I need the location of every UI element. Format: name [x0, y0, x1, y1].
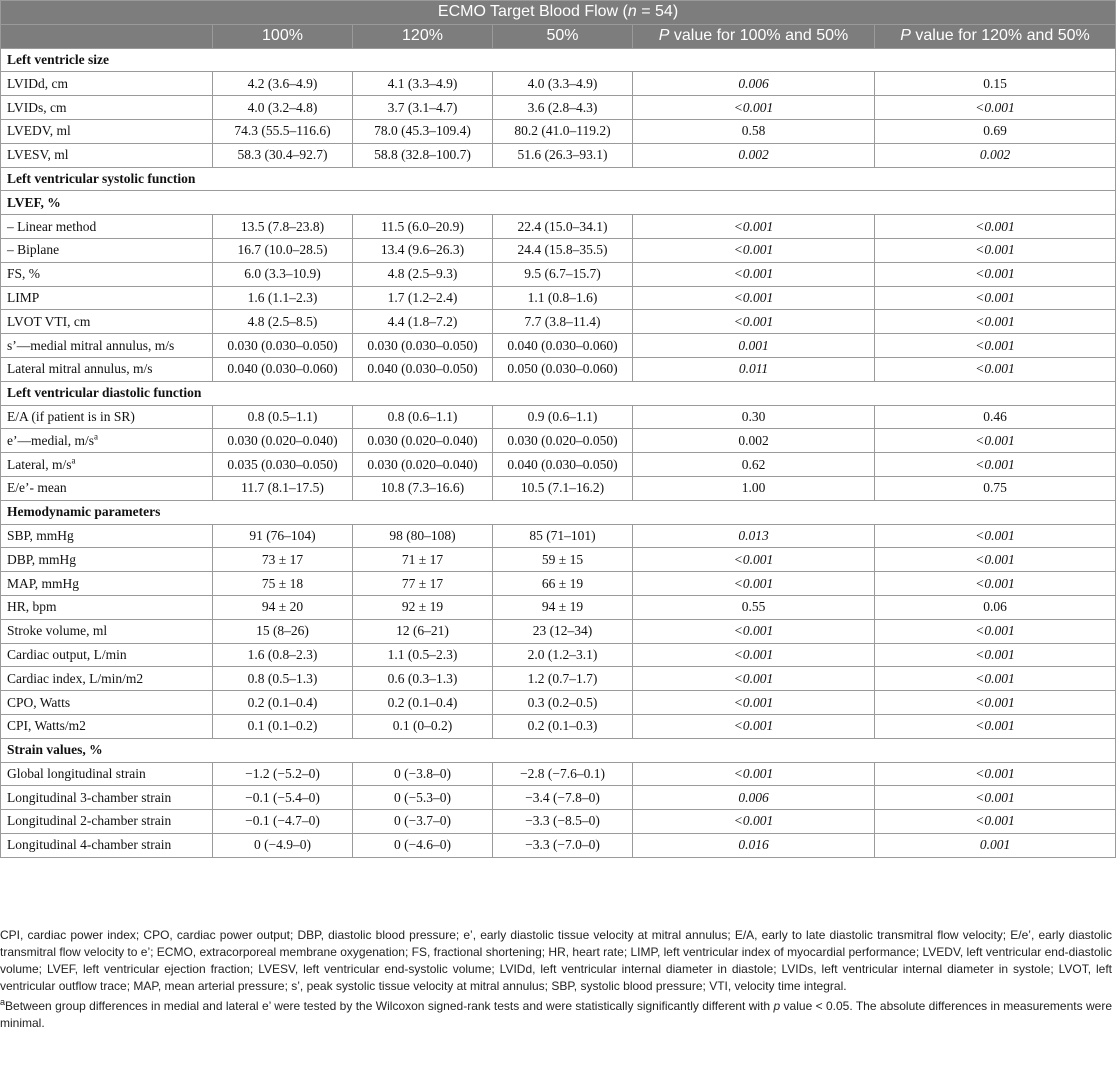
- value-100: 0.030 (0.020–0.040): [213, 429, 353, 453]
- table-row: [1, 810, 1116, 834]
- value-100: 0 (−4.9–0): [213, 833, 353, 857]
- value-50: 80.2 (41.0–119.2): [493, 119, 633, 143]
- table-row: [1, 429, 1116, 453]
- value-50: 59 ± 15: [493, 548, 633, 572]
- p-value-100-vs-50: 0.58: [633, 119, 875, 143]
- row-label: LVIDd, cm: [1, 72, 213, 96]
- table-row: [1, 119, 1116, 143]
- p-value-100-vs-50: <0.001: [633, 643, 875, 667]
- value-100: 13.5 (7.8–23.8): [213, 215, 353, 239]
- value-50: 0.2 (0.1–0.3): [493, 714, 633, 738]
- value-100: −1.2 (−5.2–0): [213, 762, 353, 786]
- value-120: 0.6 (0.3–1.3): [353, 667, 493, 691]
- row-label: – Linear method: [1, 215, 213, 239]
- column-header: 50%: [493, 24, 633, 48]
- value-100: 58.3 (30.4–92.7): [213, 143, 353, 167]
- value-50: −3.4 (−7.8–0): [493, 786, 633, 810]
- p-value-120-vs-50: <0.001: [875, 524, 1116, 548]
- row-label: Longitudinal 2-chamber strain: [1, 810, 213, 834]
- value-100: 74.3 (55.5–116.6): [213, 119, 353, 143]
- row-label: Lateral mitral annulus, m/s: [1, 357, 213, 381]
- column-header: [1, 24, 213, 48]
- value-120: 98 (80–108): [353, 524, 493, 548]
- table-row: [1, 762, 1116, 786]
- value-120: 92 ± 19: [353, 595, 493, 619]
- significance-footnote: $^a$Between group differences in medial and lateral e’ were tested by the Wilcoxon signed-rank tests and were statistically significantly different with p value < 0.05. The absolute differences in measurements were minimal.: [0, 997, 1112, 1030]
- section-row: [1, 500, 1116, 524]
- value-100: 0.8 (0.5–1.3): [213, 667, 353, 691]
- value-100: 4.8 (2.5–8.5): [213, 310, 353, 334]
- value-100: 11.7 (8.1–17.5): [213, 476, 353, 500]
- p-value-120-vs-50: <0.001: [875, 286, 1116, 310]
- p-value-100-vs-50: <0.001: [633, 286, 875, 310]
- p-value-100-vs-50: 0.006: [633, 72, 875, 96]
- value-100: 91 (76–104): [213, 524, 353, 548]
- value-50: 4.0 (3.3–4.9): [493, 72, 633, 96]
- table-row: [1, 619, 1116, 643]
- table-row: [1, 786, 1116, 810]
- value-50: 1.2 (0.7–1.7): [493, 667, 633, 691]
- value-50: 0.040 (0.030–0.050): [493, 453, 633, 477]
- value-50: 9.5 (6.7–15.7): [493, 262, 633, 286]
- value-100: 1.6 (0.8–2.3): [213, 643, 353, 667]
- table-title-row: [1, 1, 1116, 25]
- row-label: LVEDV, ml: [1, 119, 213, 143]
- value-100: 75 ± 18: [213, 572, 353, 596]
- table-row: [1, 833, 1116, 857]
- value-120: 0.030 (0.020–0.040): [353, 429, 493, 453]
- value-120: 0 (−3.8–0): [353, 762, 493, 786]
- value-120: 11.5 (6.0–20.9): [353, 215, 493, 239]
- p-value-120-vs-50: <0.001: [875, 691, 1116, 715]
- table-row: [1, 643, 1116, 667]
- section-row: [1, 191, 1116, 215]
- value-100: −0.1 (−5.4–0): [213, 786, 353, 810]
- p-value-100-vs-50: <0.001: [633, 714, 875, 738]
- p-value-120-vs-50: <0.001: [875, 453, 1116, 477]
- p-value-100-vs-50: <0.001: [633, 215, 875, 239]
- row-label: – Biplane: [1, 238, 213, 262]
- p-value-120-vs-50: <0.001: [875, 215, 1116, 239]
- table-row: [1, 476, 1116, 500]
- p-value-100-vs-50: 0.30: [633, 405, 875, 429]
- table-row: [1, 405, 1116, 429]
- value-120: 12 (6–21): [353, 619, 493, 643]
- table-row: [1, 215, 1116, 239]
- p-value-120-vs-50: <0.001: [875, 714, 1116, 738]
- value-120: 0 (−5.3–0): [353, 786, 493, 810]
- value-100: 0.8 (0.5–1.1): [213, 405, 353, 429]
- value-100: 0.2 (0.1–0.4): [213, 691, 353, 715]
- row-label: CPO, Watts: [1, 691, 213, 715]
- row-label: LIMP: [1, 286, 213, 310]
- p-value-120-vs-50: 0.06: [875, 595, 1116, 619]
- value-120: 0 (−3.7–0): [353, 810, 493, 834]
- p-value-100-vs-50: 0.55: [633, 595, 875, 619]
- p-value-100-vs-50: <0.001: [633, 572, 875, 596]
- p-value-120-vs-50: <0.001: [875, 619, 1116, 643]
- p-value-120-vs-50: <0.001: [875, 334, 1116, 358]
- section-row: [1, 381, 1116, 405]
- value-120: 0.1 (0–0.2): [353, 714, 493, 738]
- table-row: [1, 72, 1116, 96]
- value-50: 0.030 (0.020–0.050): [493, 429, 633, 453]
- section-label: LVEF, %: [1, 191, 1116, 215]
- row-label: Longitudinal 3-chamber strain: [1, 786, 213, 810]
- table-row: [1, 595, 1116, 619]
- p-value-100-vs-50: <0.001: [633, 548, 875, 572]
- value-120: 0.030 (0.030–0.050): [353, 334, 493, 358]
- value-100: 94 ± 20: [213, 595, 353, 619]
- row-label: SBP, mmHg: [1, 524, 213, 548]
- value-120: 1.7 (1.2–2.4): [353, 286, 493, 310]
- row-label: E/A (if patient is in SR): [1, 405, 213, 429]
- p-value-100-vs-50: <0.001: [633, 96, 875, 120]
- value-120: 77 ± 17: [353, 572, 493, 596]
- value-120: 58.8 (32.8–100.7): [353, 143, 493, 167]
- p-value-100-vs-50: <0.001: [633, 262, 875, 286]
- table-row: [1, 357, 1116, 381]
- section-label: Strain values, %: [1, 738, 1116, 762]
- table-body: [1, 48, 1116, 857]
- value-120: 71 ± 17: [353, 548, 493, 572]
- section-label: Hemodynamic parameters: [1, 500, 1116, 524]
- p-value-100-vs-50: 0.006: [633, 786, 875, 810]
- value-100: 1.6 (1.1–2.3): [213, 286, 353, 310]
- value-50: −2.8 (−7.6–0.1): [493, 762, 633, 786]
- row-label: LVOT VTI, cm: [1, 310, 213, 334]
- value-50: −3.3 (−8.5–0): [493, 810, 633, 834]
- p-value-120-vs-50: <0.001: [875, 548, 1116, 572]
- table-row: [1, 667, 1116, 691]
- p-value-100-vs-50: 0.002: [633, 143, 875, 167]
- p-value-100-vs-50: 0.001: [633, 334, 875, 358]
- value-100: 16.7 (10.0–28.5): [213, 238, 353, 262]
- row-label: Cardiac output, L/min: [1, 643, 213, 667]
- value-120: 0.8 (0.6–1.1): [353, 405, 493, 429]
- p-value-120-vs-50: <0.001: [875, 810, 1116, 834]
- row-label: Global longitudinal strain: [1, 762, 213, 786]
- value-120: 0.030 (0.020–0.040): [353, 453, 493, 477]
- row-label: Cardiac index, L/min/m2: [1, 667, 213, 691]
- row-label: CPI, Watts/m2: [1, 714, 213, 738]
- value-100: 4.2 (3.6–4.9): [213, 72, 353, 96]
- table-row: [1, 524, 1116, 548]
- table-row: [1, 714, 1116, 738]
- value-50: 3.6 (2.8–4.3): [493, 96, 633, 120]
- value-120: 4.8 (2.5–9.3): [353, 262, 493, 286]
- row-label: Longitudinal 4-chamber strain: [1, 833, 213, 857]
- p-value-120-vs-50: <0.001: [875, 262, 1116, 286]
- value-120: 4.1 (3.3–4.9): [353, 72, 493, 96]
- section-row: [1, 738, 1116, 762]
- value-50: 1.1 (0.8–1.6): [493, 286, 633, 310]
- value-50: 51.6 (26.3–93.1): [493, 143, 633, 167]
- p-value-100-vs-50: <0.001: [633, 691, 875, 715]
- table-row: [1, 143, 1116, 167]
- value-50: 0.9 (0.6–1.1): [493, 405, 633, 429]
- table-row: [1, 286, 1116, 310]
- value-50: 0.040 (0.030–0.060): [493, 334, 633, 358]
- p-value-100-vs-50: 0.002: [633, 429, 875, 453]
- value-50: 2.0 (1.2–3.1): [493, 643, 633, 667]
- row-label: Stroke volume, ml: [1, 619, 213, 643]
- section-label: Left ventricle size: [1, 48, 1116, 72]
- value-50: 7.7 (3.8–11.4): [493, 310, 633, 334]
- p-value-100-vs-50: <0.001: [633, 762, 875, 786]
- value-120: 78.0 (45.3–109.4): [353, 119, 493, 143]
- table-row: [1, 453, 1116, 477]
- p-value-120-vs-50: 0.46: [875, 405, 1116, 429]
- p-value-120-vs-50: 0.75: [875, 476, 1116, 500]
- value-100: 0.035 (0.030–0.050): [213, 453, 353, 477]
- p-value-120-vs-50: <0.001: [875, 310, 1116, 334]
- p-value-120-vs-50: 0.69: [875, 119, 1116, 143]
- value-120: 3.7 (3.1–4.7): [353, 96, 493, 120]
- section-label: Left ventricular systolic function: [1, 167, 1116, 191]
- value-50: 85 (71–101): [493, 524, 633, 548]
- column-header: 100%: [213, 24, 353, 48]
- value-100: 4.0 (3.2–4.8): [213, 96, 353, 120]
- p-value-100-vs-50: <0.001: [633, 310, 875, 334]
- p-value-120-vs-50: <0.001: [875, 238, 1116, 262]
- section-label: Left ventricular diastolic function: [1, 381, 1116, 405]
- value-50: 23 (12–34): [493, 619, 633, 643]
- row-label: FS, %: [1, 262, 213, 286]
- table-title: ECMO Target Blood Flow (n = 54): [1, 1, 1116, 25]
- p-value-100-vs-50: 0.62: [633, 453, 875, 477]
- value-100: 0.040 (0.030–0.060): [213, 357, 353, 381]
- p-value-120-vs-50: 0.001: [875, 833, 1116, 857]
- value-120: 1.1 (0.5–2.3): [353, 643, 493, 667]
- p-value-100-vs-50: <0.001: [633, 619, 875, 643]
- p-value-100-vs-50: <0.001: [633, 667, 875, 691]
- p-value-100-vs-50: 0.016: [633, 833, 875, 857]
- section-row: [1, 48, 1116, 72]
- p-value-100-vs-50: <0.001: [633, 238, 875, 262]
- p-value-120-vs-50: <0.001: [875, 762, 1116, 786]
- value-50: 10.5 (7.1–16.2): [493, 476, 633, 500]
- table-row: [1, 262, 1116, 286]
- value-100: 15 (8–26): [213, 619, 353, 643]
- p-value-120-vs-50: 0.002: [875, 143, 1116, 167]
- section-row: [1, 167, 1116, 191]
- value-100: 73 ± 17: [213, 548, 353, 572]
- column-header: P value for 100% and 50%: [633, 24, 875, 48]
- value-100: 6.0 (3.3–10.9): [213, 262, 353, 286]
- row-label: LVESV, ml: [1, 143, 213, 167]
- value-100: 0.1 (0.1–0.2): [213, 714, 353, 738]
- value-50: 66 ± 19: [493, 572, 633, 596]
- value-100: 0.030 (0.030–0.050): [213, 334, 353, 358]
- value-50: 0.050 (0.030–0.060): [493, 357, 633, 381]
- value-50: −3.3 (−7.0–0): [493, 833, 633, 857]
- value-120: 10.8 (7.3–16.6): [353, 476, 493, 500]
- table-row: [1, 310, 1116, 334]
- table-row: [1, 572, 1116, 596]
- row-label: MAP, mmHg: [1, 572, 213, 596]
- column-header-row: [1, 24, 1116, 48]
- row-label: s’—medial mitral annulus, m/s: [1, 334, 213, 358]
- row-label: Lateral, $m/s^a$: [1, 453, 213, 477]
- p-value-120-vs-50: 0.15: [875, 72, 1116, 96]
- row-label: HR, bpm: [1, 595, 213, 619]
- value-120: 0.040 (0.030–0.050): [353, 357, 493, 381]
- value-50: 24.4 (15.8–35.5): [493, 238, 633, 262]
- table-row: [1, 548, 1116, 572]
- p-value-120-vs-50: <0.001: [875, 786, 1116, 810]
- p-value-120-vs-50: <0.001: [875, 572, 1116, 596]
- p-value-120-vs-50: <0.001: [875, 643, 1116, 667]
- value-50: 94 ± 19: [493, 595, 633, 619]
- value-50: 0.3 (0.2–0.5): [493, 691, 633, 715]
- p-value-120-vs-50: <0.001: [875, 667, 1116, 691]
- abbreviations-footnote: CPI, cardiac power index; CPO, cardiac power output; DBP, diastolic blood pressure; e’, early diastolic tissue velocity at mitral annulus; E/A, early to late diastolic transmitral flow velocity; E/e’, early diastolic transmitral flow velocity to e’; ECMO, extracorporeal membrane oxygenation; FS, fractional shortening; HR, heart rate; LIMP, left ventricular index of myocardial performance; LVEDV, left ventricular end-diastolic volume; LVEF, left ventricular ejection fraction; LVESV, left ventricular end-systolic volume; LVIDd, left ventricular internal diameter in diastole; LVIDs, left ventricular internal diameter in systole; LVOT, left ventricular outflow trace; MAP, mean arterial pressure; s’, peak systolic tissue velocity at mitral annulus; SBP, systolic blood pressure; VTI, velocity time integral.: [0, 928, 1112, 993]
- p-value-120-vs-50: <0.001: [875, 357, 1116, 381]
- value-120: 4.4 (1.8–7.2): [353, 310, 493, 334]
- value-100: −0.1 (−4.7–0): [213, 810, 353, 834]
- value-120: 0.2 (0.1–0.4): [353, 691, 493, 715]
- table-row: [1, 691, 1116, 715]
- p-value-100-vs-50: 1.00: [633, 476, 875, 500]
- row-label: LVIDs, cm: [1, 96, 213, 120]
- row-label: e’—medial, $m/s^a$: [1, 429, 213, 453]
- value-50: 22.4 (15.0–34.1): [493, 215, 633, 239]
- column-header: P value for 120% and 50%: [875, 24, 1116, 48]
- table-row: [1, 96, 1116, 120]
- table-footnotes: [0, 927, 1112, 1035]
- column-header: 120%: [353, 24, 493, 48]
- table-row: [1, 238, 1116, 262]
- value-120: 13.4 (9.6–26.3): [353, 238, 493, 262]
- p-value-120-vs-50: <0.001: [875, 429, 1116, 453]
- row-label: E/e’- mean: [1, 476, 213, 500]
- p-value-100-vs-50: 0.013: [633, 524, 875, 548]
- p-value-100-vs-50: 0.011: [633, 357, 875, 381]
- value-120: 0 (−4.6–0): [353, 833, 493, 857]
- table-row: [1, 334, 1116, 358]
- p-value-100-vs-50: <0.001: [633, 810, 875, 834]
- p-value-120-vs-50: <0.001: [875, 96, 1116, 120]
- row-label: DBP, mmHg: [1, 548, 213, 572]
